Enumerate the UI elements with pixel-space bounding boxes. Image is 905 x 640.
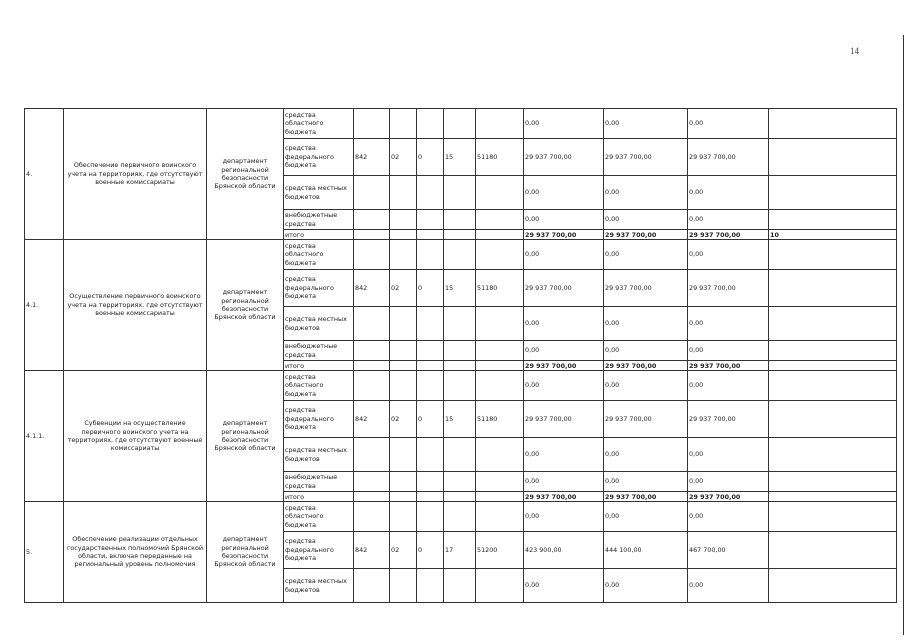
extra-cell <box>769 361 897 371</box>
extra-cell <box>769 341 897 361</box>
year3-amount-cell: 0,00 <box>688 371 769 401</box>
section-code-cell <box>390 361 417 371</box>
year3-amount-cell: 0,00 <box>688 307 769 341</box>
year1-amount-cell: 0,00 <box>524 176 604 210</box>
funding-source-cell: итого <box>284 492 354 502</box>
target-code-cell: 51200 <box>476 532 524 569</box>
section-code-cell <box>390 371 417 401</box>
section-code-cell <box>390 109 417 139</box>
funding-source-cell: внебюджетные средства <box>284 472 354 492</box>
section-code-cell: 02 <box>390 532 417 569</box>
target-code-cell <box>476 502 524 532</box>
target-code-cell <box>476 109 524 139</box>
funding-source-cell: средства местных бюджетов <box>284 176 354 210</box>
section-code-cell <box>390 240 417 270</box>
grbs-code-cell: 842 <box>354 532 390 569</box>
grbs-code-cell: 842 <box>354 270 390 307</box>
grbs-code-cell <box>354 240 390 270</box>
subsection-code-cell: 0 <box>417 270 444 307</box>
funding-source-cell: средства федерального бюджета <box>284 401 354 438</box>
year2-amount-cell: 0,00 <box>604 109 688 139</box>
grbs-code-cell <box>354 502 390 532</box>
target-code-cell: 51180 <box>476 139 524 176</box>
responsible-executor-cell: департамент региональной безопасности Брянской области <box>207 240 284 371</box>
section-code-cell <box>390 502 417 532</box>
item-name-cell: Обеспечение реализации отдельных государственных полномочий Брянской области, включая переданные на региональный уровень полномочия <box>64 502 207 603</box>
funding-source-cell: средства федерального бюджета <box>284 139 354 176</box>
year2-amount-cell: 0,00 <box>604 502 688 532</box>
year3-amount-cell: 29 937 700,00 <box>688 492 769 502</box>
year2-amount-cell: 0,00 <box>604 341 688 361</box>
table-row <box>25 371 897 401</box>
program-code-cell <box>444 438 476 472</box>
funding-source-cell: итого <box>284 361 354 371</box>
year2-amount-cell: 444 100,00 <box>604 532 688 569</box>
year2-amount-cell: 0,00 <box>604 472 688 492</box>
program-code-cell <box>444 371 476 401</box>
funding-source-cell: внебюджетные средства <box>284 210 354 230</box>
year1-amount-cell: 29 937 700,00 <box>524 139 604 176</box>
grbs-code-cell <box>354 230 390 240</box>
grbs-code-cell <box>354 307 390 341</box>
section-code-cell <box>390 176 417 210</box>
program-code-cell: 15 <box>444 270 476 307</box>
grbs-code-cell: 842 <box>354 401 390 438</box>
year3-amount-cell: 0,00 <box>688 502 769 532</box>
year2-amount-cell: 0,00 <box>604 240 688 270</box>
year2-amount-cell: 0,00 <box>604 569 688 603</box>
funding-source-cell: средства областного бюджета <box>284 371 354 401</box>
item-name-cell: Осуществление первичного воинского учета на территориях, где отсутствуют военные комиссариаты <box>64 240 207 371</box>
section-code-cell <box>390 210 417 230</box>
section-code-cell <box>390 438 417 472</box>
year2-amount-cell: 29 937 700,00 <box>604 230 688 240</box>
grbs-code-cell <box>354 210 390 230</box>
subsection-code-cell <box>417 210 444 230</box>
year1-amount-cell: 0,00 <box>524 472 604 492</box>
section-code-cell <box>390 472 417 492</box>
subsection-code-cell: 0 <box>417 532 444 569</box>
subsection-code-cell <box>417 230 444 240</box>
extra-cell <box>769 472 897 492</box>
program-code-cell <box>444 361 476 371</box>
year2-amount-cell: 0,00 <box>604 438 688 472</box>
year3-amount-cell: 0,00 <box>688 438 769 472</box>
program-code-cell <box>444 341 476 361</box>
extra-cell <box>769 210 897 230</box>
target-code-cell <box>476 210 524 230</box>
year1-amount-cell: 0,00 <box>524 210 604 230</box>
funding-source-cell: внебюджетные средства <box>284 341 354 361</box>
subsection-code-cell <box>417 492 444 502</box>
section-code-cell <box>390 341 417 361</box>
target-code-cell <box>476 371 524 401</box>
subsection-code-cell <box>417 438 444 472</box>
extra-cell <box>769 569 897 603</box>
subsection-code-cell <box>417 341 444 361</box>
grbs-code-cell <box>354 176 390 210</box>
year1-amount-cell: 0,00 <box>524 438 604 472</box>
target-code-cell <box>476 472 524 492</box>
grbs-code-cell <box>354 109 390 139</box>
year3-amount-cell: 0,00 <box>688 569 769 603</box>
grbs-code-cell <box>354 438 390 472</box>
year2-amount-cell: 0,00 <box>604 176 688 210</box>
year3-amount-cell: 0,00 <box>688 109 769 139</box>
year2-amount-cell: 0,00 <box>604 210 688 230</box>
year2-amount-cell: 29 937 700,00 <box>604 492 688 502</box>
extra-cell <box>769 307 897 341</box>
budget-table <box>24 108 897 603</box>
target-code-cell: 51180 <box>476 270 524 307</box>
grbs-code-cell <box>354 361 390 371</box>
extra-cell <box>769 532 897 569</box>
section-code-cell <box>390 569 417 603</box>
responsible-executor-cell: департамент региональной безопасности Брянской области <box>207 109 284 240</box>
year3-amount-cell: 29 937 700,00 <box>688 401 769 438</box>
page-number: 14 <box>850 46 859 56</box>
program-code-cell <box>444 176 476 210</box>
subsection-code-cell <box>417 472 444 492</box>
year1-amount-cell: 0,00 <box>524 109 604 139</box>
year1-amount-cell: 0,00 <box>524 240 604 270</box>
section-code-cell <box>390 230 417 240</box>
year3-amount-cell: 0,00 <box>688 210 769 230</box>
grbs-code-cell <box>354 569 390 603</box>
extra-cell: 10 <box>769 230 897 240</box>
year1-amount-cell: 29 937 700,00 <box>524 361 604 371</box>
year1-amount-cell: 0,00 <box>524 502 604 532</box>
subsection-code-cell <box>417 502 444 532</box>
year2-amount-cell: 0,00 <box>604 307 688 341</box>
page-edge-line <box>903 35 904 635</box>
extra-cell <box>769 240 897 270</box>
funding-source-cell: средства федерального бюджета <box>284 270 354 307</box>
responsible-executor-cell: департамент региональной безопасности Брянской области <box>207 502 284 603</box>
grbs-code-cell <box>354 492 390 502</box>
extra-cell <box>769 371 897 401</box>
funding-source-cell: средства федерального бюджета <box>284 532 354 569</box>
item-number-cell: 4. <box>25 109 64 240</box>
year3-amount-cell: 0,00 <box>688 341 769 361</box>
subsection-code-cell <box>417 569 444 603</box>
grbs-code-cell <box>354 341 390 361</box>
extra-cell <box>769 492 897 502</box>
item-name-cell: Обеспечение первичного воинского учета на территориях, где отсутствуют военные комиссариаты <box>64 109 207 240</box>
table-row <box>25 240 897 270</box>
year1-amount-cell: 0,00 <box>524 371 604 401</box>
responsible-executor-cell: департамент региональной безопасности Брянской области <box>207 371 284 502</box>
target-code-cell: 51180 <box>476 401 524 438</box>
funding-source-cell: средства областного бюджета <box>284 240 354 270</box>
subsection-code-cell <box>417 109 444 139</box>
funding-source-cell: средства местных бюджетов <box>284 307 354 341</box>
year1-amount-cell: 0,00 <box>524 569 604 603</box>
subsection-code-cell <box>417 371 444 401</box>
year1-amount-cell: 423 900,00 <box>524 532 604 569</box>
table-row <box>25 502 897 532</box>
section-code-cell: 02 <box>390 270 417 307</box>
year2-amount-cell: 29 937 700,00 <box>604 401 688 438</box>
target-code-cell <box>476 361 524 371</box>
program-code-cell: 17 <box>444 532 476 569</box>
year1-amount-cell: 0,00 <box>524 341 604 361</box>
year3-amount-cell: 467 700,00 <box>688 532 769 569</box>
subsection-code-cell: 0 <box>417 139 444 176</box>
extra-cell <box>769 109 897 139</box>
program-code-cell: 15 <box>444 139 476 176</box>
program-code-cell: 15 <box>444 401 476 438</box>
item-name-cell: Субвенции на осуществление первичного воинского учета на территориях, где отсутствуют военные комиссариаты <box>64 371 207 502</box>
funding-source-cell: средства областного бюджета <box>284 502 354 532</box>
extra-cell <box>769 270 897 307</box>
funding-source-cell: средства местных бюджетов <box>284 569 354 603</box>
program-code-cell <box>444 307 476 341</box>
grbs-code-cell: 842 <box>354 139 390 176</box>
target-code-cell <box>476 240 524 270</box>
year2-amount-cell: 29 937 700,00 <box>604 139 688 176</box>
target-code-cell <box>476 341 524 361</box>
year1-amount-cell: 29 937 700,00 <box>524 492 604 502</box>
target-code-cell <box>476 438 524 472</box>
year3-amount-cell: 0,00 <box>688 176 769 210</box>
year3-amount-cell: 29 937 700,00 <box>688 270 769 307</box>
target-code-cell <box>476 230 524 240</box>
grbs-code-cell <box>354 371 390 401</box>
year3-amount-cell: 29 937 700,00 <box>688 230 769 240</box>
funding-source-cell: средства местных бюджетов <box>284 438 354 472</box>
year3-amount-cell: 0,00 <box>688 240 769 270</box>
subsection-code-cell <box>417 240 444 270</box>
extra-cell <box>769 176 897 210</box>
year2-amount-cell: 29 937 700,00 <box>604 270 688 307</box>
year2-amount-cell: 29 937 700,00 <box>604 361 688 371</box>
target-code-cell <box>476 492 524 502</box>
program-code-cell <box>444 569 476 603</box>
section-code-cell <box>390 492 417 502</box>
table-row <box>25 109 897 139</box>
subsection-code-cell <box>417 307 444 341</box>
extra-cell <box>769 401 897 438</box>
subsection-code-cell: 0 <box>417 401 444 438</box>
item-number-cell: 4.1. <box>25 240 64 371</box>
funding-source-cell: средства областного бюджета <box>284 109 354 139</box>
program-code-cell <box>444 230 476 240</box>
target-code-cell <box>476 307 524 341</box>
year2-amount-cell: 0,00 <box>604 371 688 401</box>
target-code-cell <box>476 569 524 603</box>
program-code-cell <box>444 109 476 139</box>
program-code-cell <box>444 502 476 532</box>
extra-cell <box>769 139 897 176</box>
funding-source-cell: итого <box>284 230 354 240</box>
year1-amount-cell: 0,00 <box>524 307 604 341</box>
target-code-cell <box>476 176 524 210</box>
extra-cell <box>769 438 897 472</box>
program-code-cell <box>444 492 476 502</box>
program-code-cell <box>444 210 476 230</box>
year1-amount-cell: 29 937 700,00 <box>524 270 604 307</box>
subsection-code-cell <box>417 361 444 371</box>
grbs-code-cell <box>354 472 390 492</box>
year3-amount-cell: 29 937 700,00 <box>688 139 769 176</box>
item-number-cell: 5. <box>25 502 64 603</box>
program-code-cell <box>444 472 476 492</box>
year1-amount-cell: 29 937 700,00 <box>524 401 604 438</box>
year3-amount-cell: 0,00 <box>688 472 769 492</box>
extra-cell <box>769 502 897 532</box>
section-code-cell: 02 <box>390 401 417 438</box>
item-number-cell: 4.1.1. <box>25 371 64 502</box>
subsection-code-cell <box>417 176 444 210</box>
year3-amount-cell: 29 937 700,00 <box>688 361 769 371</box>
section-code-cell: 02 <box>390 139 417 176</box>
program-code-cell <box>444 240 476 270</box>
year1-amount-cell: 29 937 700,00 <box>524 230 604 240</box>
section-code-cell <box>390 307 417 341</box>
